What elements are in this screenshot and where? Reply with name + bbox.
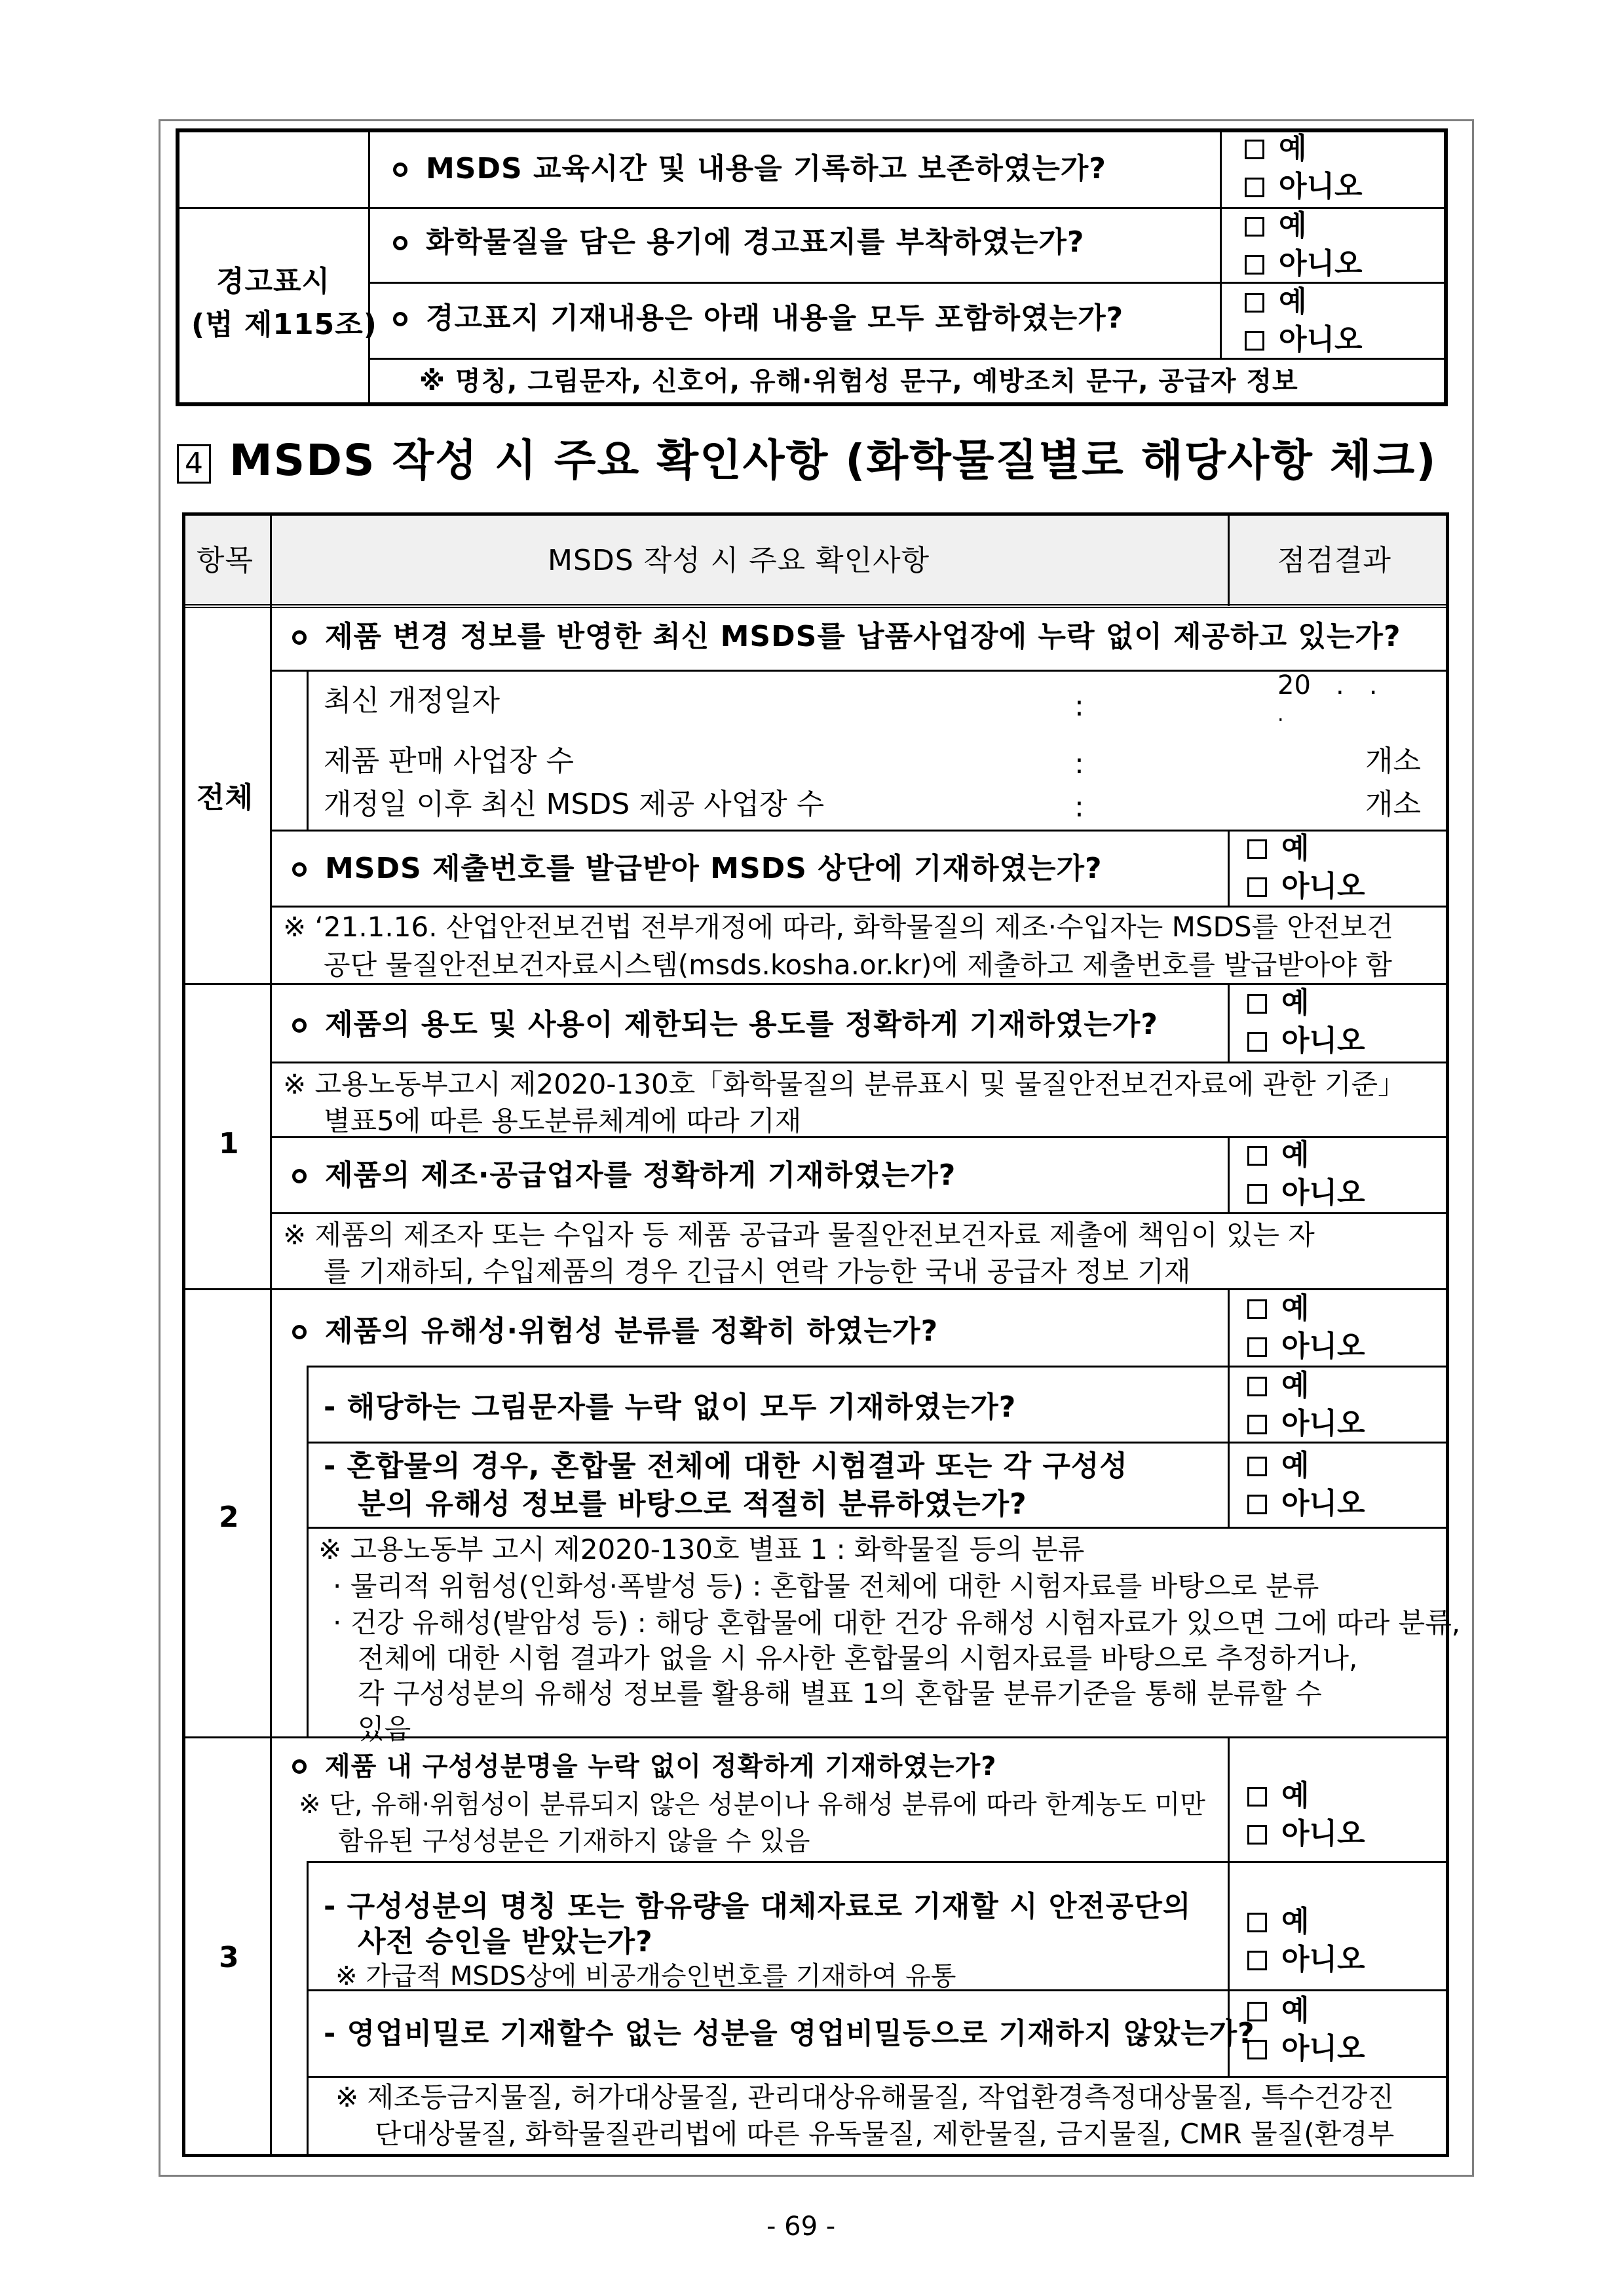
section-1-label: 1: [219, 1127, 240, 1160]
question-substitute-2: 사전 승인을 받았는가?: [358, 1925, 653, 1959]
answer-label-content: [1245, 283, 1363, 359]
answer-label-attach: [1245, 207, 1363, 283]
question-supplier: 제품의 제조·공급업자를 정확하게 기재하였는가?: [292, 1161, 956, 1190]
answer-trade-secret: [1247, 1992, 1365, 2068]
question-latest-msds: 제품 변경 정보를 반영한 최신 MSDS를 납품사업장에 누락 없이 제공하고 있는가?: [292, 622, 1401, 651]
result-line: [1228, 1288, 1230, 1527]
field-revision-date-value[interactable]: 20 . .: [1277, 670, 1378, 700]
checkbox-no[interactable]: 아니오: [1247, 1815, 1365, 1853]
section-warning: 경고표시: [216, 265, 331, 298]
checkbox-yes[interactable]: 예: [1247, 1903, 1365, 1941]
header-item: 항목: [197, 544, 254, 577]
checkbox-yes[interactable]: 예: [1245, 130, 1363, 168]
checkbox-no[interactable]: 아니오: [1245, 168, 1363, 206]
checkbox-yes[interactable]: 예: [1247, 1777, 1365, 1815]
checkbox-icon[interactable]: [1247, 1495, 1267, 1514]
field-revision-date-label: 최신 개정일자: [324, 684, 500, 718]
checkbox-icon[interactable]: [1247, 1184, 1267, 1204]
row-line: [307, 1527, 1446, 1529]
section-all-label: 전체: [197, 781, 254, 814]
field-revision-date-value2: .: [1277, 703, 1284, 726]
note-ingredients-2: 함유된 구성성분은 기재하지 않을 수 있음: [338, 1826, 810, 1856]
answer-pictogram: [1247, 1367, 1365, 1443]
question-msds-record: MSDS 교육시간 및 내용을 기록하고 보존하였는가?: [393, 155, 1106, 183]
colon: :: [1074, 747, 1084, 780]
checkbox-icon[interactable]: [1247, 2040, 1267, 2059]
question-mixture-2: 분의 유해성 정보를 바탕으로 적절히 분류하였는가?: [358, 1487, 1027, 1521]
field-provided-unit: 개소: [1365, 788, 1422, 821]
checkbox-no[interactable]: 아니오: [1247, 1405, 1365, 1443]
note-trade-secret-1: ※ 제조등금지물질, 허가대상물질, 관리대상유해물질, 작업환경측정대상물질, 특수건강진: [335, 2081, 1394, 2113]
note-trade-secret-2: 단대상물질, 화학물질관리법에 따른 유독물질, 제한물질, 금지물질, CMR 물질(환경부: [375, 2118, 1395, 2150]
checkbox-icon[interactable]: [1247, 1146, 1267, 1166]
checkbox-icon[interactable]: [1245, 178, 1264, 197]
page-number: - 69 -: [766, 2211, 836, 2242]
checkbox-no[interactable]: 아니오: [1247, 1941, 1365, 1979]
checkbox-icon[interactable]: [1247, 1825, 1267, 1845]
checkbox-yes[interactable]: 예: [1247, 830, 1365, 868]
checkbox-icon[interactable]: [1247, 1337, 1267, 1357]
question-substitute-1: - 구성성분의 명칭 또는 함유량을 대체자료로 기재할 시 안전공단의: [324, 1890, 1192, 1923]
header-result: 점검결과: [1277, 544, 1392, 577]
question-mixture-1: - 혼합물의 경우, 혼합물 전체에 대한 시험결과 또는 각 구성성: [324, 1449, 1128, 1483]
colon: :: [1074, 689, 1084, 723]
checkbox-icon[interactable]: [1247, 1951, 1267, 1970]
note-supplier-2: 를 기재하되, 수입제품의 경우 긴급시 연락 가능한 국내 공급자 정보 기재: [324, 1255, 1191, 1288]
checkbox-icon[interactable]: [1247, 1415, 1267, 1434]
note-classification-3: · 건강 유해성(발암성 등) : 해당 혼합물에 대한 건강 유해성 시험자료가 있으면 그에 따라 분류,: [333, 1607, 1461, 1639]
checkbox-yes[interactable]: 예: [1247, 1992, 1365, 2030]
checkbox-icon[interactable]: [1247, 2002, 1267, 2021]
checkbox-icon[interactable]: [1247, 1299, 1267, 1319]
note-usage-2: 별표5에 따른 용도분류체계에 따라 기재: [324, 1105, 802, 1137]
checkbox-no[interactable]: 아니오: [1245, 321, 1363, 359]
checkbox-yes[interactable]: 예: [1247, 984, 1365, 1022]
section-2-label: 2: [219, 1501, 240, 1534]
note-classification-2: · 물리적 위험성(인화성·폭발성 등) : 혼합물 전체에 대한 시험자료를 바탕으로 분류: [333, 1570, 1319, 1602]
question-label-content: 경고표지 기재내용은 아래 내용을 모두 포함하였는가?: [393, 304, 1124, 333]
colon: :: [1074, 790, 1084, 824]
row-line: [270, 1212, 1446, 1214]
note-classification-6: 있음: [358, 1713, 411, 1745]
checkbox-no[interactable]: 아니오: [1247, 2030, 1365, 2068]
row-line: [270, 670, 1446, 672]
section-title: MSDS 작성 시 주요 확인사항 (화학물질별로 해당사항 체크): [229, 435, 1437, 486]
checkbox-no[interactable]: 아니오: [1247, 1328, 1365, 1366]
checkbox-icon[interactable]: [1245, 293, 1264, 313]
note-classification-5: 각 구성성분의 유해성 정보를 활용해 별표 1의 혼합물 분류기준을 통해 분류할 수: [358, 1677, 1322, 1710]
note-classification-1: ※ 고용노동부 고시 제2020-130호 별표 1 : 화학물질 등의 분류: [318, 1533, 1085, 1565]
sub-line: [307, 1861, 309, 2154]
checkbox-yes[interactable]: 예: [1247, 1367, 1365, 1405]
checkbox-icon[interactable]: [1247, 1032, 1267, 1052]
checkbox-icon[interactable]: [1245, 255, 1264, 275]
checkbox-no[interactable]: 아니오: [1247, 1174, 1365, 1212]
answer-supplier: [1247, 1136, 1365, 1212]
checkbox-yes[interactable]: 예: [1247, 1447, 1365, 1485]
checkbox-icon[interactable]: [1247, 1457, 1267, 1476]
checkbox-icon[interactable]: [1247, 877, 1267, 897]
checkbox-no[interactable]: 아니오: [1247, 1485, 1365, 1523]
checkbox-no[interactable]: 아니오: [1245, 245, 1363, 283]
answer-usage: [1247, 984, 1365, 1060]
result-line: [1228, 983, 1230, 1062]
note-msds-law-1: ※ ‘21.1.16. 산업안전보건법 전부개정에 따라, 화학물질의 제조·수입자는 MSDS를 안전보건: [283, 911, 1393, 943]
t1-divider-1: [368, 128, 370, 406]
checkbox-no[interactable]: 아니오: [1247, 1022, 1365, 1060]
answer-msds-number: [1247, 830, 1365, 906]
result-line: [1228, 1136, 1230, 1212]
row-line: [307, 1861, 1446, 1863]
field-sites-unit: 개소: [1365, 744, 1422, 778]
note-classification-4: 전체에 대한 시험 결과가 없을 시 유사한 혼합물의 시험자료를 바탕으로 추정하거나,: [358, 1642, 1358, 1674]
section-warning-law: (법 제115조): [191, 308, 377, 341]
section-number: 4: [177, 444, 211, 484]
checkbox-icon[interactable]: [1247, 1787, 1267, 1807]
row-line: [270, 1062, 1446, 1063]
answer-ingredients: [1247, 1777, 1365, 1853]
note-supplier-1: ※ 제품의 제조자 또는 수입자 등 제품 공급과 물질안전보건자료 제출에 책임이 있는 자: [283, 1219, 1315, 1251]
header-check: MSDS 작성 시 주요 확인사항: [548, 544, 930, 577]
checkbox-icon[interactable]: [1247, 839, 1267, 859]
checkbox-yes[interactable]: 예: [1245, 207, 1363, 245]
t2-item-column-line: [270, 516, 272, 2154]
question-ingredients: 제품 내 구성성분명을 누락 없이 정확하게 기재하였는가?: [292, 1753, 996, 1780]
checkbox-icon[interactable]: [1247, 1913, 1267, 1932]
checkbox-yes[interactable]: 예: [1247, 1136, 1365, 1174]
result-line: [1228, 830, 1230, 906]
note-msds-law-2: 공단 물질안전보건자료시스템(msds.kosha.or.kr)에 제출하고 제출번호를 발급받아야 함: [324, 949, 1392, 981]
question-msds-number: MSDS 제출번호를 발급받아 MSDS 상단에 기재하였는가?: [292, 854, 1103, 883]
note-ingredients-1: ※ 단, 유해·위험성이 분류되지 않은 성분이나 유해성 분류에 따라 한계농도 미만: [299, 1789, 1205, 1820]
answer-hazard-class: [1247, 1290, 1365, 1366]
section-3-label: 3: [219, 1941, 240, 1974]
note-substitute: ※ 가급적 MSDS상에 비공개승인번호를 기재하여 유통: [335, 1961, 956, 1991]
answer-substitute: [1247, 1903, 1365, 1979]
question-label-attach: 화학물질을 담은 용기에 경고표지를 부착하였는가?: [393, 228, 1084, 257]
question-usage: 제품의 용도 및 사용이 제한되는 용도를 정확하게 기재하였는가?: [292, 1010, 1158, 1039]
checkbox-yes[interactable]: 예: [1247, 1290, 1365, 1328]
checkbox-icon[interactable]: [1245, 331, 1264, 351]
header-separator: [185, 604, 1446, 608]
checkbox-icon[interactable]: [1247, 994, 1267, 1014]
question-trade-secret: - 영업비밀로 기재할수 없는 성분을 영업비밀등으로 기재하지 않았는가?: [324, 2017, 1255, 2050]
checkbox-yes[interactable]: 예: [1245, 283, 1363, 321]
row-line: [270, 906, 1446, 908]
checkbox-icon[interactable]: [1245, 140, 1264, 159]
checkbox-no[interactable]: 아니오: [1247, 868, 1365, 906]
note-label-content: ※ 명칭, 그림문자, 신호어, 유해·위험성 문구, 예방조치 문구, 공급자 정보: [419, 366, 1298, 396]
note-usage-1: ※ 고용노동부고시 제2020-130호「화학물질의 분류표시 및 물질안전보건자료에 관한 기준」: [283, 1068, 1406, 1100]
field-sites-label: 제품 판매 사업장 수: [324, 744, 574, 778]
sub-line: [307, 1366, 309, 1736]
answer-msds-record: [1245, 130, 1363, 206]
question-pictogram: - 해당하는 그림문자를 누락 없이 모두 기재하였는가?: [324, 1390, 1017, 1424]
t1-divider-2: [1220, 128, 1222, 359]
row-line: [307, 2076, 1446, 2078]
field-box-line: [307, 670, 309, 830]
checkbox-icon[interactable]: [1247, 1377, 1267, 1396]
t2-result-column-line: [1228, 516, 1230, 606]
checkbox-icon[interactable]: [1245, 217, 1264, 237]
answer-mixture: [1247, 1447, 1365, 1523]
field-provided-label: 개정일 이후 최신 MSDS 제공 사업장 수: [324, 788, 825, 821]
question-hazard-class: 제품의 유해성·위험성 분류를 정확히 하였는가?: [292, 1317, 938, 1346]
